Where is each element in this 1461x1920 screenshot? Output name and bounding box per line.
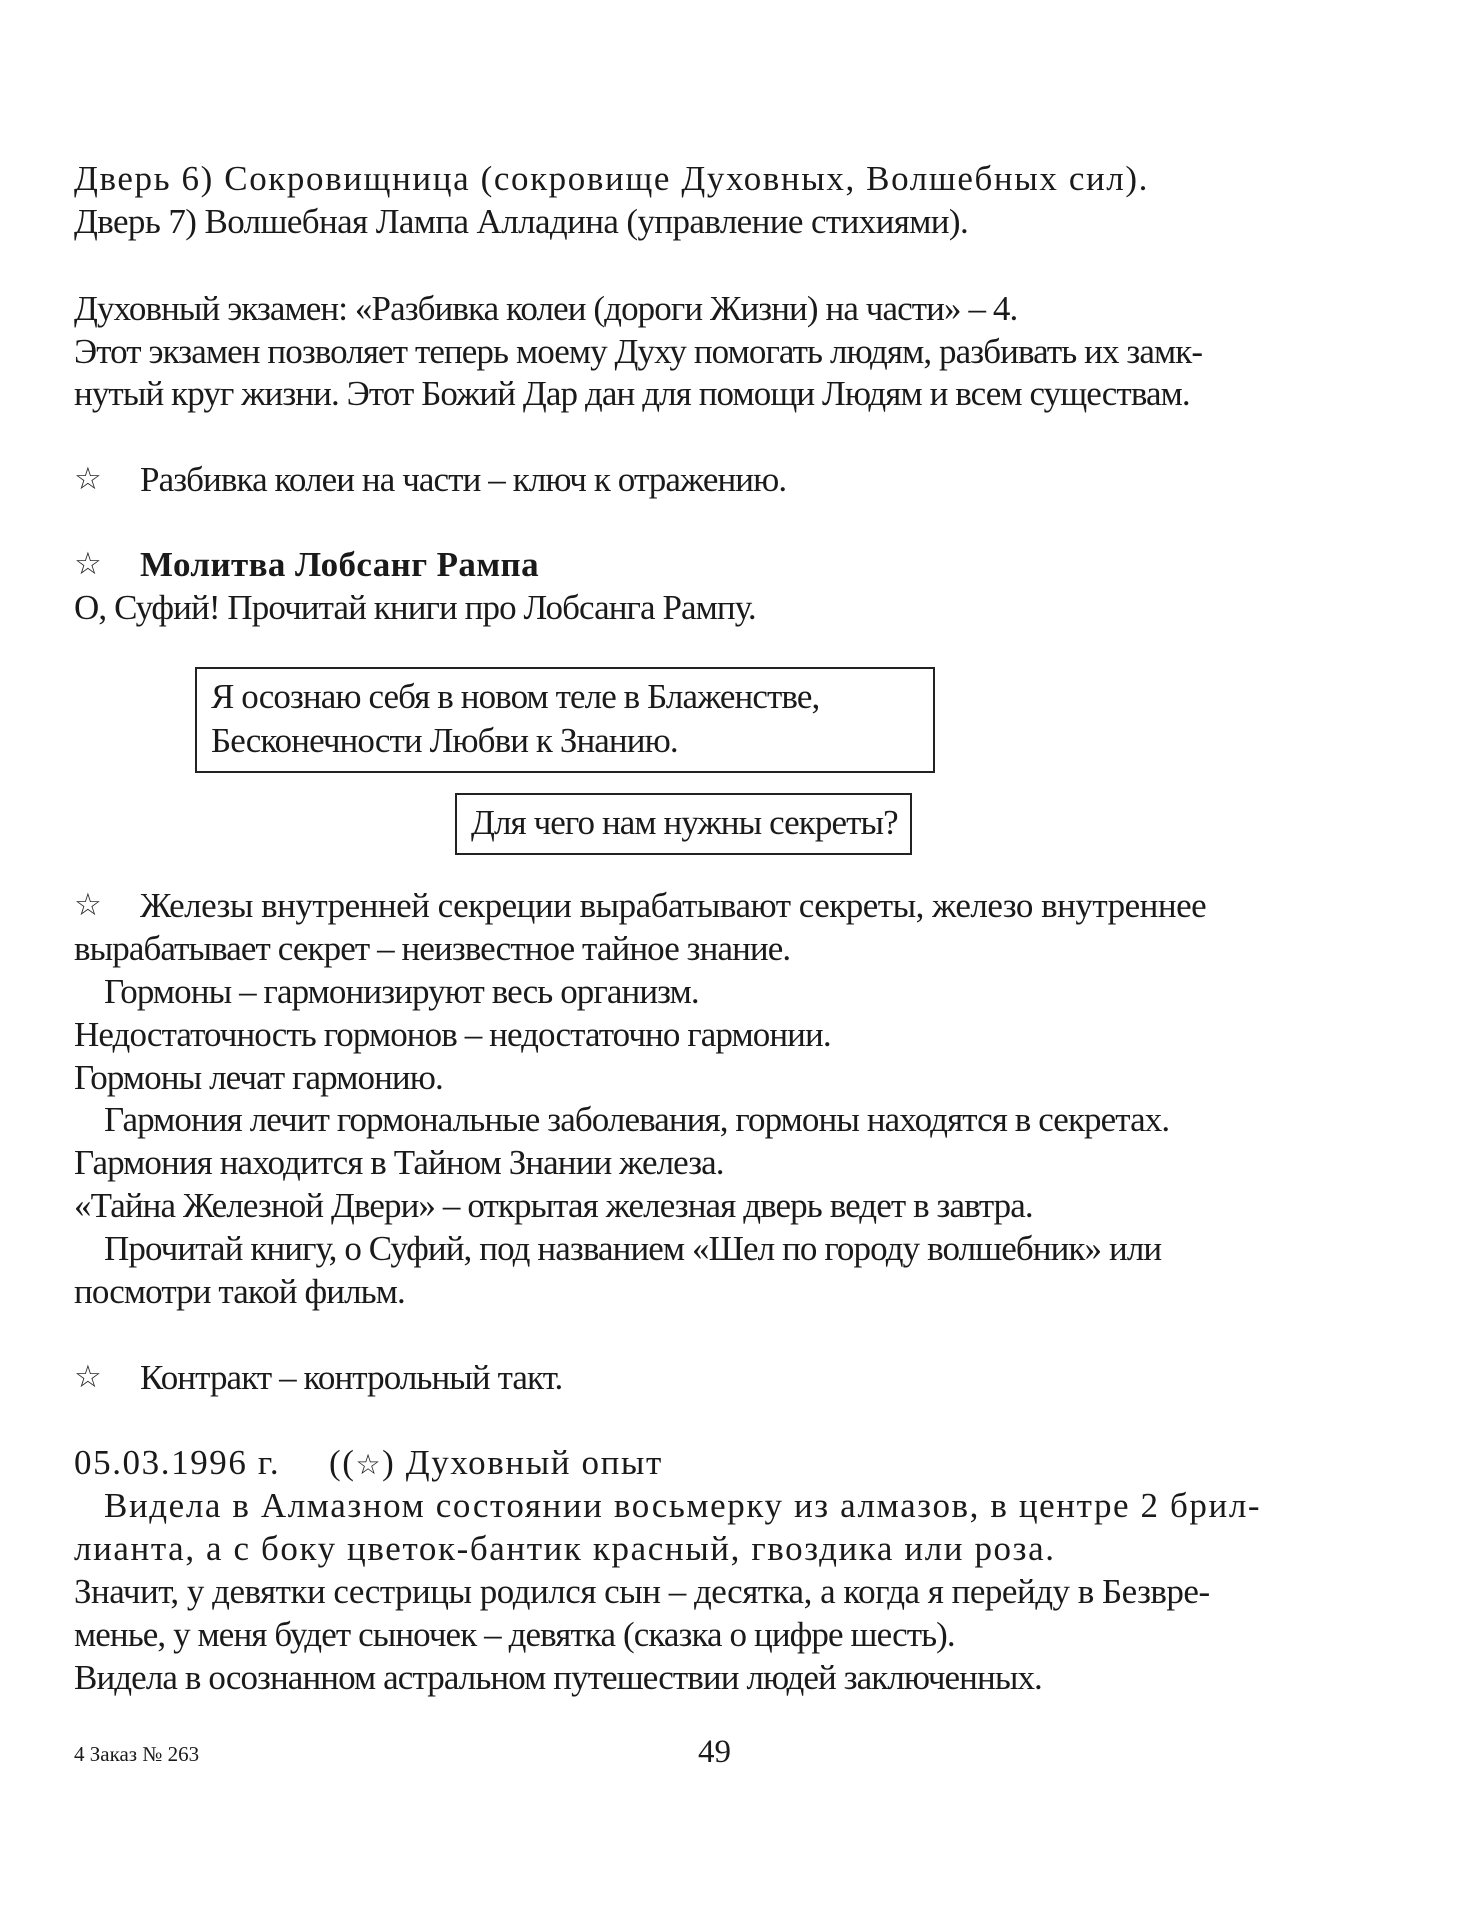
experience-line: Видела в осознанном астральном путешествии людей заключенных. xyxy=(74,1658,1042,1697)
door-6-line: Дверь 6) Сокровищница (сокровище Духовных, Волшебных сил). xyxy=(74,159,1149,198)
door-7-line: Дверь 7) Волшебная Лампа Алладина (управление стихиями). xyxy=(74,202,969,241)
glands-line: посмотри такой фильм. xyxy=(74,1272,405,1311)
glands-line: Гормоны лечат гармонию. xyxy=(74,1058,443,1097)
contract-line: Контракт – контрольный такт. xyxy=(140,1358,563,1397)
experience-date: 05.03.1996 г. xyxy=(74,1443,281,1482)
order-number: 4 Заказ № 263 xyxy=(74,1742,200,1766)
star-icon: ☆ xyxy=(74,1359,102,1395)
experience-line: Значит, у девятки сестрицы родился сын – десятка, а когда я перейду в Безвре- xyxy=(74,1572,1210,1611)
experience-line: менье, у меня будет сыночек – девятка (сказка о цифре шесть). xyxy=(74,1615,955,1654)
glands-line: «Тайна Железной Двери» – открытая железная дверь ведет в завтра. xyxy=(74,1186,1033,1225)
experience-mark: ((☆) xyxy=(328,1443,396,1482)
glands-line: Гормоны – гармонизируют весь организм. xyxy=(104,972,699,1011)
exam-line: нутый круг жизни. Этот Божий Дар дан для помощи Людям и всем существам. xyxy=(74,374,1190,413)
prayer-text: О, Суфий! Прочитай книги про Лобсанга Рампу. xyxy=(74,588,756,627)
experience-header xyxy=(74,1441,663,1486)
star-icon: ☆ xyxy=(74,546,102,582)
star-icon: ☆ xyxy=(74,461,102,497)
key-line: Разбивка колеи на части – ключ к отражению. xyxy=(140,460,787,499)
exam-title: Духовный экзамен: «Разбивка колеи (дороги Жизни) на части» – 4. xyxy=(74,289,1018,328)
exam-line: Этот экзамен позволяет теперь моему Духу помогать людям, разбивать их замк- xyxy=(74,332,1203,371)
glands-line: вырабатывает секрет – неизвестное тайное знание. xyxy=(74,929,791,968)
question-box xyxy=(455,793,912,855)
experience-line: лианта, а с боку цветок-бантик красный, гвоздика или роза. xyxy=(74,1529,1056,1568)
affirmation-line: Бесконечности Любви к Знанию. xyxy=(211,721,678,760)
experience-line: Видела в Алмазном состоянии восьмерку из алмазов, в центре 2 брил- xyxy=(104,1486,1262,1525)
affirmation-box xyxy=(195,667,935,773)
glands-line: Гармония находится в Тайном Знании железа. xyxy=(74,1143,724,1182)
glands-line: Гармония лечит гормональные заболевания, гормоны находятся в секретах. xyxy=(104,1100,1170,1139)
experience-title: Духовный опыт xyxy=(405,1443,663,1482)
prayer-title: Молитва Лобсанг Рампа xyxy=(140,545,540,584)
affirmation-line: Я осознаю себя в новом теле в Блаженстве, xyxy=(211,677,820,716)
glands-line: Железы внутренней секреции вырабатывают секреты, железо внутреннее xyxy=(140,886,1207,925)
star-icon: ☆ xyxy=(74,887,102,923)
glands-line: Недостаточность гормонов – недостаточно гармонии. xyxy=(74,1015,831,1054)
star-icon: ☆ xyxy=(355,1448,383,1481)
page-number: 49 xyxy=(698,1734,731,1770)
question-text: Для чего нам нужны секреты? xyxy=(471,803,898,842)
glands-line: Прочитай книгу, о Суфий, под названием «Шел по городу волшебник» или xyxy=(104,1229,1162,1268)
